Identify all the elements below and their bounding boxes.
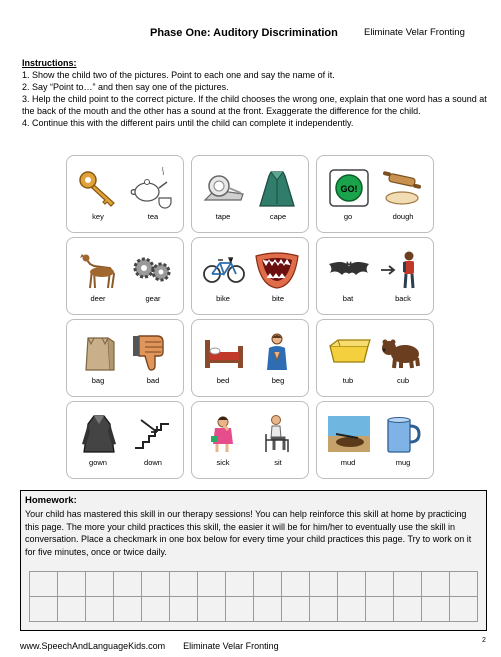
key-icon [76, 166, 122, 210]
pair-card-bat-back[interactable] [316, 237, 434, 315]
practice-checkbox[interactable] [310, 597, 338, 622]
practice-checkbox[interactable] [450, 572, 478, 597]
sick-girl-icon [201, 412, 247, 456]
practice-checkbox[interactable] [394, 572, 422, 597]
pair-card-mud-mug[interactable] [316, 401, 434, 479]
word-label: deer [90, 294, 106, 303]
practice-checkbox[interactable] [198, 597, 226, 622]
deer-icon [76, 248, 122, 292]
pair-card-gown-down[interactable] [66, 401, 184, 479]
stairs-down-icon [129, 412, 175, 456]
word-label: gown [89, 458, 107, 467]
word-label: gear [145, 294, 161, 303]
word-label: mud [340, 458, 356, 467]
page-footer [20, 641, 279, 651]
gown-icon [76, 412, 122, 456]
word-label: sit [274, 458, 282, 467]
practice-checkbox[interactable] [254, 572, 282, 597]
homework-box [20, 490, 487, 631]
homework-title: Homework: [25, 495, 77, 506]
practice-checkbox[interactable] [30, 572, 58, 597]
word-label: go [343, 212, 353, 221]
practice-checkbox[interactable] [226, 597, 254, 622]
footer-label: Eliminate Velar Fronting [183, 641, 279, 651]
word-label: tub [342, 376, 354, 385]
practice-checkbox[interactable] [450, 597, 478, 622]
pair-card-deer-gear[interactable] [66, 237, 184, 315]
practice-checkbox[interactable] [366, 597, 394, 622]
practice-checkbox[interactable] [226, 572, 254, 597]
practice-checkbox[interactable] [422, 572, 450, 597]
bicycle-icon [201, 248, 247, 292]
cape-icon [254, 166, 300, 210]
word-label: mug [395, 458, 411, 467]
word-label: bat [342, 294, 354, 303]
page-number: 2 [482, 637, 486, 644]
pair-card-bike-bite[interactable] [191, 237, 309, 315]
go-sign-icon [326, 166, 372, 210]
sitting-man-icon [254, 412, 300, 456]
practice-checkbox[interactable] [338, 597, 366, 622]
practice-checkbox[interactable] [58, 597, 86, 622]
practice-checkbox[interactable] [198, 572, 226, 597]
thumbs-down-icon [129, 330, 175, 374]
word-label: dough [392, 212, 414, 221]
bed-icon [201, 330, 247, 374]
go-sign-text: GO! [340, 184, 358, 194]
pair-card-bed-beg[interactable] [191, 319, 309, 397]
homework-text: Your child has mastered this skill in our therapy sessions! You can help reinforce this skill at home by practicing this page. The more your child practices this skill, the easier it will be for him/her to eventually use the skill in conversation. Place a checkmark in one box below for every time your child practices this page. Try to work on it for five minutes, once or twice daily. [25, 509, 472, 557]
bite-mouth-icon [254, 248, 300, 292]
word-label: bite [271, 294, 285, 303]
word-label: sick [216, 458, 230, 467]
practice-checkbox[interactable] [422, 597, 450, 622]
bat-icon [326, 248, 372, 292]
instructions-heading: Instructions: [22, 58, 77, 68]
practice-checkbox[interactable] [114, 572, 142, 597]
page-subtitle: Eliminate Velar Fronting [364, 27, 465, 38]
practice-checkbox[interactable] [282, 572, 310, 597]
word-label: bed [216, 376, 230, 385]
practice-checkbox[interactable] [254, 597, 282, 622]
mud-icon [326, 412, 372, 456]
pair-card-go-dough[interactable] [316, 155, 434, 233]
practice-checkbox[interactable] [86, 597, 114, 622]
rolling-pin-icon [379, 166, 425, 210]
instructions [22, 57, 487, 129]
page-title: Phase One: Auditory Discrimination [150, 27, 338, 39]
paper-bag-icon [76, 330, 122, 374]
instruction-step-3: 3. Help the child point to the correct picture. If the child chooses the wrong one, explain that one word has a sound at the back of the mouth and the other has a sound at the front. Exaggerate the difference for the child. [22, 94, 487, 116]
practice-checkbox[interactable] [142, 572, 170, 597]
mug-icon [379, 412, 425, 456]
begging-man-icon [254, 330, 300, 374]
instruction-step-2: 2. Say “Point to…” and then say one of the pictures. [22, 82, 229, 92]
word-label: bag [91, 376, 105, 385]
practice-checkbox[interactable] [338, 572, 366, 597]
page-header [0, 27, 501, 41]
practice-checkbox[interactable] [114, 597, 142, 622]
word-label: cub [396, 376, 410, 385]
tape-dispenser-icon [201, 166, 247, 210]
back-arrow-boy-icon [379, 248, 425, 292]
tea-set-icon [129, 166, 175, 210]
instruction-step-1: 1. Show the child two of the pictures. Point to each one and say the name of it. [22, 70, 335, 80]
practice-checkbox-grid [29, 571, 478, 622]
pair-card-tape-cape[interactable] [191, 155, 309, 233]
practice-checkbox[interactable] [170, 597, 198, 622]
practice-checkbox[interactable] [142, 597, 170, 622]
word-label: tea [147, 212, 159, 221]
practice-checkbox[interactable] [310, 572, 338, 597]
pair-card-tub-cub[interactable] [316, 319, 434, 397]
minimal-pairs-grid [66, 155, 434, 485]
word-label: back [395, 294, 411, 303]
tub-icon [326, 330, 372, 374]
word-label: bike [216, 294, 230, 303]
footer-website: www.SpeechAndLanguageKids.com [20, 641, 166, 651]
word-label: beg [271, 376, 285, 385]
practice-checkbox[interactable] [86, 572, 114, 597]
pair-card-sick-sit[interactable] [191, 401, 309, 479]
word-label: cape [269, 212, 287, 221]
word-label: tape [215, 212, 231, 221]
practice-checkbox[interactable] [170, 572, 198, 597]
practice-checkbox[interactable] [30, 597, 58, 622]
practice-checkbox[interactable] [282, 597, 310, 622]
practice-checkbox[interactable] [394, 597, 422, 622]
word-label: bad [146, 376, 160, 385]
word-label: down [144, 458, 162, 467]
pair-card-bag-bad[interactable] [66, 319, 184, 397]
practice-checkbox[interactable] [366, 572, 394, 597]
bear-cub-icon [379, 330, 425, 374]
instruction-step-4: 4. Continue this with the different pairs until the child can complete it independently. [22, 118, 354, 128]
pair-card-key-tea[interactable] [66, 155, 184, 233]
gears-icon [129, 248, 175, 292]
word-label: key [92, 212, 104, 221]
practice-checkbox[interactable] [58, 572, 86, 597]
